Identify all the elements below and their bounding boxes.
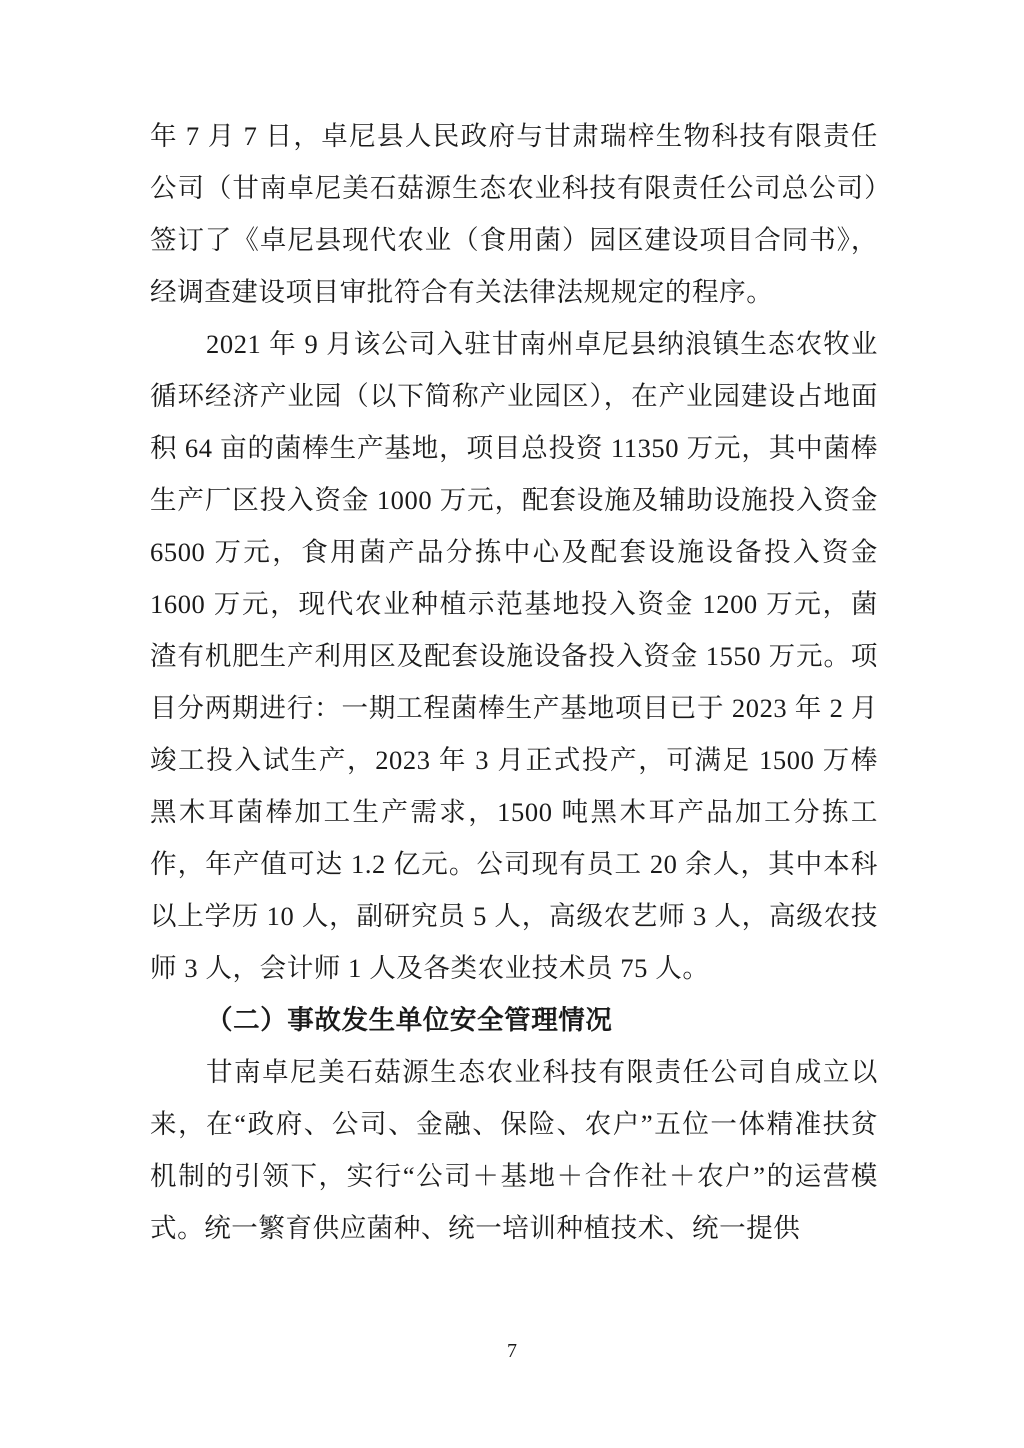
document-body	[150, 110, 878, 1254]
page-number: 7	[507, 1340, 517, 1362]
heading-safety-management: （二）事故发生单位安全管理情况	[206, 1005, 613, 1035]
paragraph-contract: 年 7 月 7 日，卓尼县人民政府与甘肃瑞梓生物科技有限责任公司（甘南卓尼美石菇源生态农业科技有限责任公司总公司）签订了《卓尼县现代农业（食用菌）园区建设项目合同书》，经调查建设项目审批符合有关法律法规规定的程序。	[150, 121, 878, 307]
paragraph-operating-model: 甘南卓尼美石菇源生态农业科技有限责任公司自成立以来，在“政府、公司、金融、保险、农户”五位一体精准扶贫机制的引领下，实行“公司＋基地＋合作社＋农户”的运营模式。统一繁育供应菌种、统一培训种植技术、统一提供	[150, 1057, 878, 1243]
paragraph-company-overview: 2021 年 9 月该公司入驻甘南州卓尼县纳浪镇生态农牧业循环经济产业园（以下简称产业园区），在产业园建设占地面积 64 亩的菌棒生产基地，项目总投资 11350 万元，其中菌棒生产厂区投入资金 1000 万元，配套设施及辅助设施投入资金 6500 万元，食用菌产品分拣中心及配套设施设备投入资金 1600 万元，现代农业种植示范基地投入资金 1200 万元，菌渣有机肥生产利用区及配套设施设备投入资金 1550 万元。项目分两期进行：一期工程菌棒生产基地项目已于 2023 年 2 月竣工投入试生产，2023 年 3 月正式投产，可满足 1500 万棒黑木耳菌棒加工生产需求，1500 吨黑木耳产品加工分拣工作，年产值可达 1.2 亿元。公司现有员工 20 余人，其中本科以上学历 10 人，副研究员 5 人，高级农艺师 3 人，高级农技师 3 人，会计师 1 人及各类农业技术员 75 人。	[150, 329, 878, 983]
